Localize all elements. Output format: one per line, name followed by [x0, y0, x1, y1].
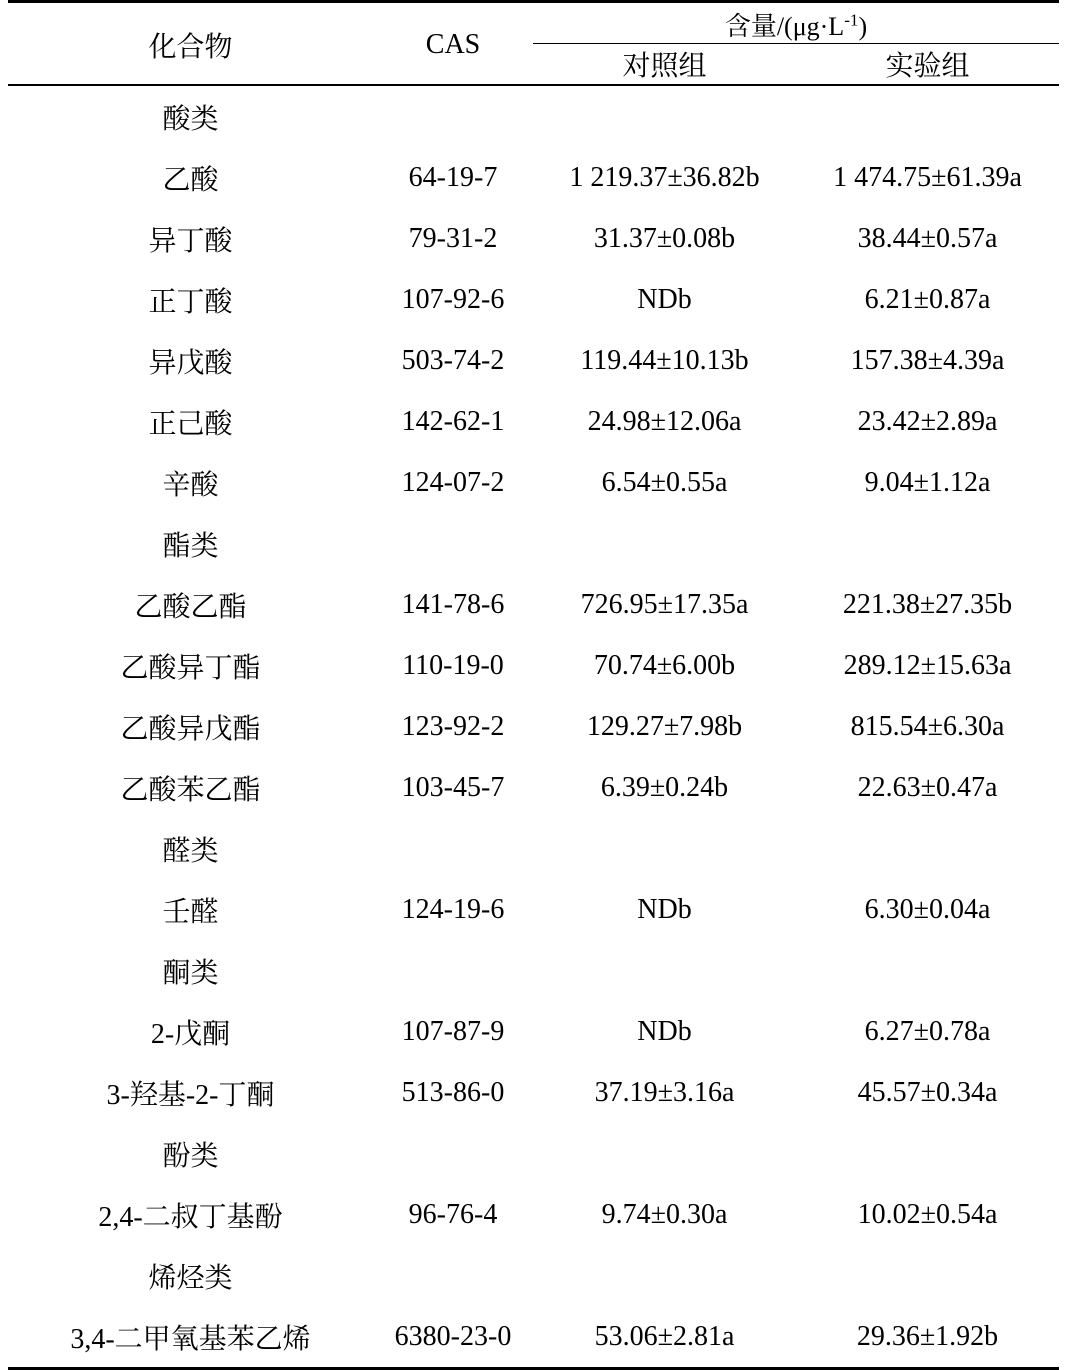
table-row [8, 757, 1059, 818]
table-row [8, 1306, 1059, 1367]
header-control-group: 对照组 [622, 51, 707, 82]
cas-number: 103-45-7 [401, 771, 505, 803]
category-label: 酯类 [162, 530, 219, 562]
experiment-value [796, 940, 1059, 1001]
compound-name: 正己酸 [148, 408, 233, 440]
category-label: 酚类 [162, 1140, 219, 1172]
cas-number [373, 513, 533, 574]
table-row [8, 696, 1059, 757]
table-category-row [8, 513, 1059, 574]
category-label: 酮类 [162, 957, 219, 989]
control-value: 70.74±6.00b [593, 649, 736, 681]
table-bottom-rule [8, 1367, 1059, 1369]
table-category-row [8, 818, 1059, 879]
cas-number: 142-62-1 [401, 405, 505, 437]
control-value: 24.98±12.06a [587, 405, 742, 437]
table-category-row [8, 940, 1059, 1001]
header-content-group-tail: ) [858, 12, 868, 41]
compound-name: 乙酸乙酯 [134, 591, 247, 623]
compound-name: 正丁酸 [148, 286, 233, 318]
control-value [533, 513, 796, 574]
table-row [8, 879, 1059, 940]
table-row [8, 391, 1059, 452]
header-experiment-group: 实验组 [885, 51, 970, 82]
cas-number: 123-92-2 [401, 710, 505, 742]
cas-number: 107-87-9 [401, 1015, 505, 1047]
cas-number [373, 85, 533, 147]
compound-name: 壬醛 [162, 896, 219, 928]
compound-name: 乙酸异戊酯 [120, 713, 261, 745]
header-content-group-label: 含量/(μg·L [724, 12, 845, 41]
experiment-value: 289.12±15.63a [843, 649, 1012, 681]
table-row [8, 330, 1059, 391]
table-category-row [8, 85, 1059, 147]
compound-name: 乙酸 [162, 164, 219, 196]
experiment-value: 38.44±0.57a [857, 222, 998, 254]
table-row [8, 635, 1059, 696]
compound-content-table [8, 0, 1059, 1370]
control-value: 726.95±17.35a [580, 588, 749, 620]
cas-number: 124-19-6 [401, 893, 505, 925]
control-value: 129.27±7.98b [586, 710, 743, 742]
cas-number: 110-19-0 [402, 649, 504, 681]
control-value: 37.19±3.16a [594, 1076, 735, 1108]
control-value: NDb [637, 283, 692, 315]
control-value: 31.37±0.08b [593, 222, 736, 254]
experiment-value: 221.38±27.35b [842, 588, 1013, 620]
compound-name: 乙酸苯乙酯 [120, 774, 261, 806]
experiment-value: 6.21±0.87a [864, 283, 991, 315]
table-row [8, 208, 1059, 269]
cas-number: 513-86-0 [401, 1076, 505, 1108]
control-value: NDb [637, 893, 692, 925]
experiment-value: 6.30±0.04a [864, 893, 991, 925]
table-footer [8, 1367, 1059, 1369]
experiment-value: 29.36±1.92b [856, 1320, 999, 1352]
cas-number [373, 1123, 533, 1184]
category-label: 醛类 [162, 835, 219, 867]
experiment-value [796, 1123, 1059, 1184]
category-label: 烯烃类 [148, 1262, 233, 1294]
experiment-value [796, 513, 1059, 574]
experiment-value: 45.57±0.34a [857, 1076, 998, 1108]
experiment-value: 10.02±0.54a [857, 1198, 998, 1230]
table-row [8, 1184, 1059, 1245]
control-value: 1 219.37±36.82b [569, 161, 760, 193]
table-row [8, 452, 1059, 513]
category-label: 酸类 [162, 103, 219, 135]
compound-name: 3-羟基-2-丁酮 [106, 1079, 275, 1111]
control-value [533, 85, 796, 147]
table-row [8, 1062, 1059, 1123]
header-content-group-sup: -1 [844, 10, 859, 30]
control-value: 9.74±0.30a [601, 1198, 728, 1230]
experiment-value: 23.42±2.89a [857, 405, 998, 437]
cas-number: 141-78-6 [401, 588, 505, 620]
experiment-value [796, 818, 1059, 879]
cas-number: 6380-23-0 [394, 1320, 512, 1352]
experiment-value: 22.63±0.47a [857, 771, 998, 803]
compound-name: 异戊酸 [148, 347, 233, 379]
compound-name: 辛酸 [162, 469, 219, 501]
table-row [8, 574, 1059, 635]
header-content-group [533, 6, 1059, 44]
header-cas: CAS [425, 29, 481, 60]
cas-number: 79-31-2 [408, 222, 498, 254]
table-category-row [8, 1245, 1059, 1306]
cas-number [373, 818, 533, 879]
header-compound: 化合物 [148, 32, 233, 63]
cas-number: 96-76-4 [408, 1198, 498, 1230]
table-header [8, 2, 1059, 86]
table-row [8, 1001, 1059, 1062]
control-value: 119.44±10.13b [580, 344, 749, 376]
table-category-row [8, 1123, 1059, 1184]
control-value: 6.39±0.24b [600, 771, 729, 803]
cas-number [373, 940, 533, 1001]
experiment-value: 157.38±4.39a [850, 344, 1005, 376]
cas-number: 64-19-7 [408, 161, 498, 193]
experiment-value: 6.27±0.78a [864, 1015, 991, 1047]
control-value [533, 1245, 796, 1306]
cas-number: 124-07-2 [401, 466, 505, 498]
compound-name: 3,4-二甲氧基苯乙烯 [70, 1323, 311, 1355]
control-value [533, 1123, 796, 1184]
experiment-value: 1 474.75±61.39a [833, 161, 1022, 193]
experiment-value [796, 1245, 1059, 1306]
table-row [8, 147, 1059, 208]
compound-name: 2-戊酮 [150, 1018, 231, 1050]
control-value: NDb [637, 1015, 692, 1047]
experiment-value [796, 85, 1059, 147]
compound-name: 异丁酸 [148, 225, 233, 257]
compound-name: 乙酸异丁酯 [120, 652, 261, 684]
control-value [533, 818, 796, 879]
table-row [8, 269, 1059, 330]
header-row-main [8, 6, 1059, 44]
control-value: 53.06±2.81a [594, 1320, 735, 1352]
compound-name: 2,4-二叔丁基酚 [98, 1201, 283, 1233]
cas-number: 107-92-6 [401, 283, 505, 315]
cas-number: 503-74-2 [401, 344, 505, 376]
cas-number [373, 1245, 533, 1306]
experiment-value: 815.54±6.30a [850, 710, 1005, 742]
control-value: 6.54±0.55a [601, 466, 728, 498]
experiment-value: 9.04±1.12a [864, 466, 991, 498]
control-value [533, 940, 796, 1001]
table-body [8, 85, 1059, 1367]
